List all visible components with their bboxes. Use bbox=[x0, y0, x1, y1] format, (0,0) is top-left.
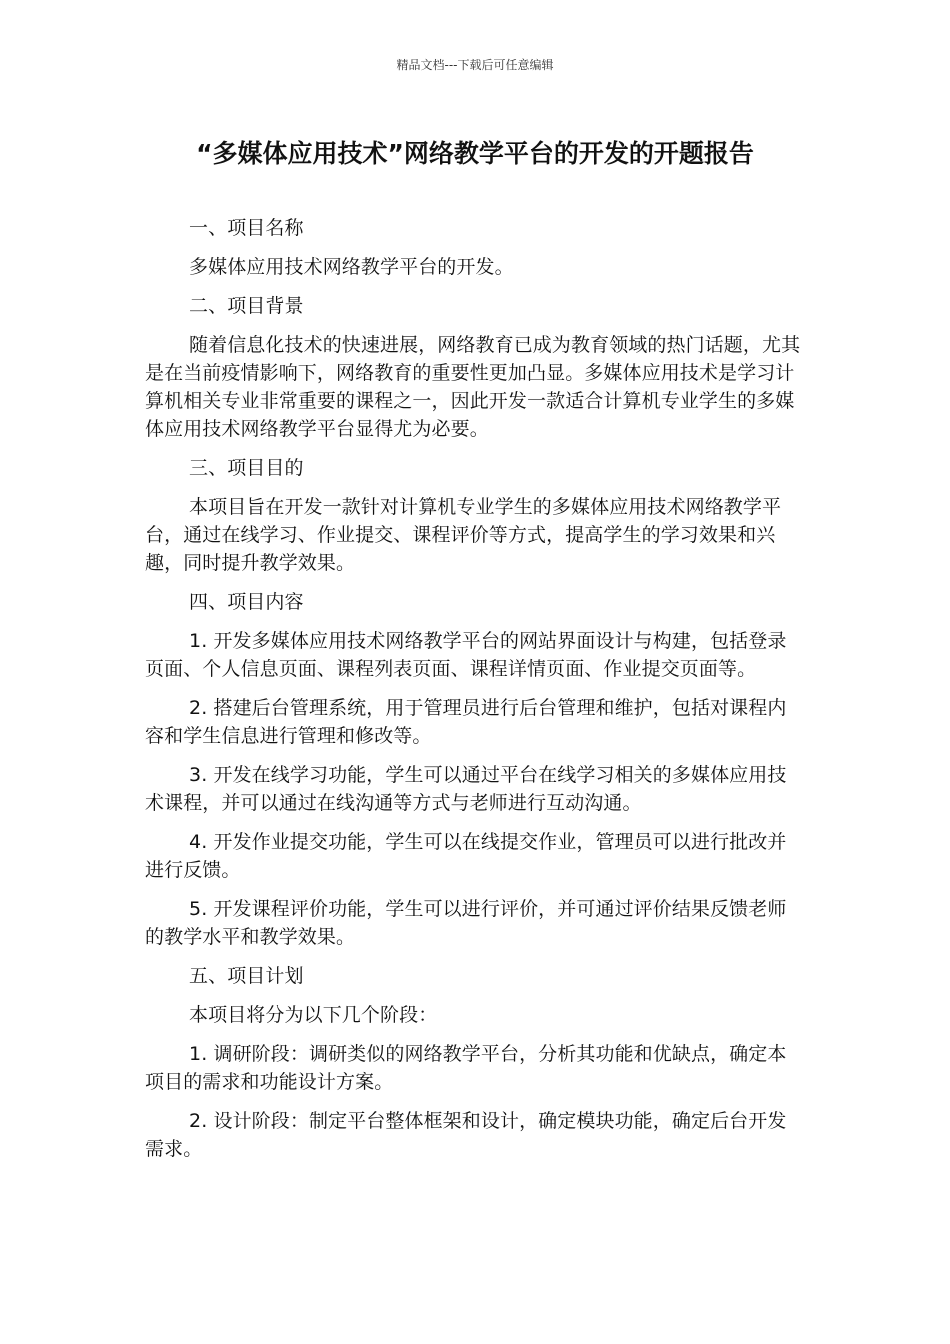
list-item-plan-1: 1. 调研阶段：调研类似的网络教学平台，分析其功能和优缺点，确定本项目的需求和功能设计方案。 bbox=[145, 1043, 787, 1093]
list-item-content-1: 1. 开发多媒体应用技术网络教学平台的网站界面设计与构建，包括登录页面、个人信息页面、课程列表页面、课程详情页面、作业提交页面等。 bbox=[145, 630, 787, 680]
section-heading-content: 四、项目内容 bbox=[189, 591, 304, 613]
list-item-plan-2: 2. 设计阶段：制定平台整体框架和设计，确定模块功能，确定后台开发需求。 bbox=[145, 1110, 787, 1160]
paragraph-project-name: 多媒体应用技术网络教学平台的开发。 bbox=[189, 256, 514, 278]
paragraph-plan-intro: 本项目将分为以下几个阶段： bbox=[189, 1004, 438, 1026]
list-item-content-4: 4. 开发作业提交功能，学生可以在线提交作业，管理员可以进行批改并进行反馈。 bbox=[145, 831, 787, 881]
document-title: “多媒体应用技术”网络教学平台的开发的开题报告 bbox=[196, 139, 754, 168]
list-item-content-5: 5. 开发课程评价功能，学生可以进行评价，并可通过评价结果反馈老师的教学水平和教学效果。 bbox=[145, 898, 787, 948]
section-heading-purpose: 三、项目目的 bbox=[189, 457, 304, 479]
paragraph-purpose: 本项目旨在开发一款针对计算机专业学生的多媒体应用技术网络教学平台，通过在线学习、作业提交、课程评价等方式，提高学生的学习效果和兴趣，同时提升教学效果。 bbox=[145, 496, 782, 574]
paragraph-background: 随着信息化技术的快速进展，网络教育已成为教育领域的热门话题，尤其是在当前疫情影响下，网络教育的重要性更加凸显。多媒体应用技术是学习计算机相关专业非常重要的课程之一，因此开发一款适合计算机专业学生的多媒体应用技术网络教学平台显得尤为必要。 bbox=[145, 334, 801, 440]
section-heading-name: 一、项目名称 bbox=[189, 217, 304, 239]
document-body bbox=[145, 214, 805, 1174]
section-heading-background: 二、项目背景 bbox=[189, 295, 304, 317]
list-item-content-3: 3. 开发在线学习功能，学生可以通过平台在线学习相关的多媒体应用技术课程，并可以通过在线沟通等方式与老师进行互动沟通。 bbox=[145, 764, 787, 814]
section-heading-plan: 五、项目计划 bbox=[189, 965, 304, 987]
list-item-content-2: 2. 搭建后台管理系统，用于管理员进行后台管理和维护，包括对课程内容和学生信息进行管理和修改等。 bbox=[145, 697, 787, 747]
page-header-note: 精品文档---下载后可任意编辑 bbox=[396, 58, 554, 72]
